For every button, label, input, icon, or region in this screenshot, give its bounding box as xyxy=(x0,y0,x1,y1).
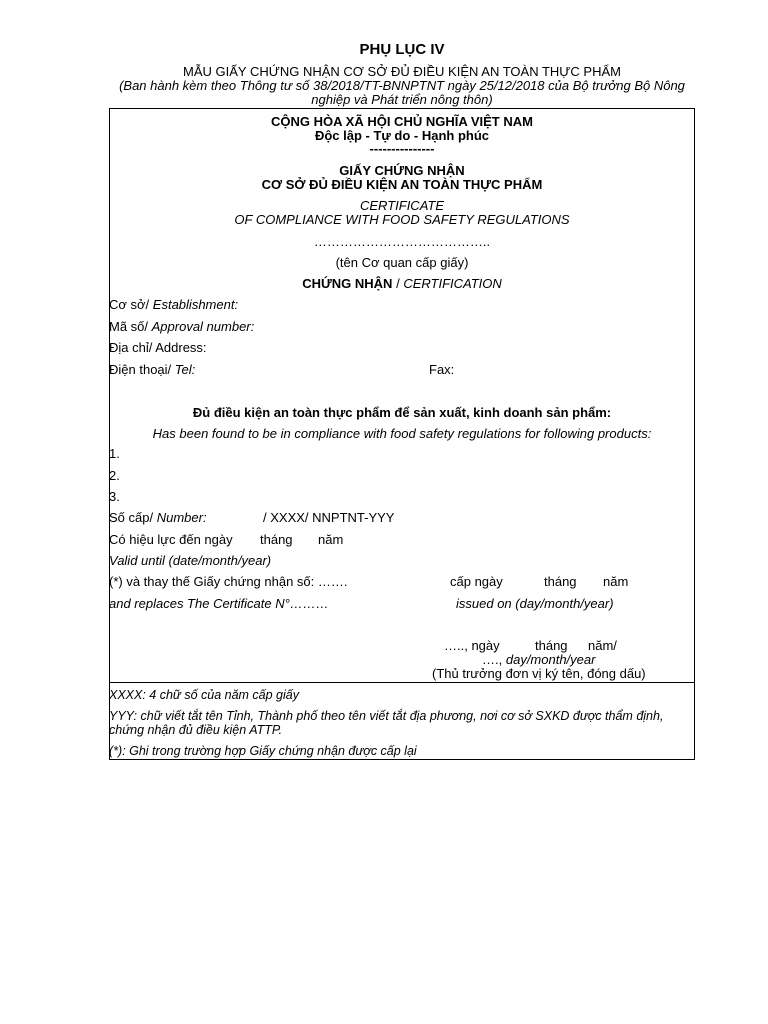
certificate-title-en-line-2: OF COMPLIANCE WITH FOOD SAFETY REGULATIONS xyxy=(234,212,570,227)
replacement-issued-label-en: issued on (day/month/year) xyxy=(456,596,614,611)
product-item-2: 2. xyxy=(109,468,120,483)
certificate-title-vi-line-2: CƠ SỞ ĐỦ ĐIỀU KIỆN AN TOÀN THỰC PHẨM xyxy=(261,177,543,192)
note-yyy-line-1: YYY: chữ viết tắt tên Tỉnh, Thành phố theo tên viết tắt địa phương, nơi cơ sở SXKD được thẩm định, xyxy=(109,709,664,723)
fax-field: Fax: xyxy=(429,362,455,377)
signature-caption: (Thủ trưởng đơn vị ký tên, đóng dấu) xyxy=(432,666,646,681)
signature-date-en xyxy=(482,652,595,667)
legal-basis-line-1: (Ban hành kèm theo Thông tư số 38/2018/TT-BNNPTNT ngày 25/12/2018 của Bộ trưởng Bộ Nông xyxy=(119,78,685,93)
issuer-blank: ………………………………….. xyxy=(313,234,491,249)
establishment-field xyxy=(109,297,238,312)
phone-label-en: Tel: xyxy=(174,362,196,377)
legal-basis-line-2: nghiệp và Phát triển nông thôn) xyxy=(311,92,493,107)
approval-number-label-en: Approval number: xyxy=(151,319,255,334)
signature-date-day: ….., ngày xyxy=(444,638,500,653)
signature-date-year: năm/ xyxy=(588,638,617,653)
note-xxxx: XXXX: 4 chữ số của năm cấp giấy xyxy=(109,688,299,702)
product-item-3: 3. xyxy=(109,489,120,504)
certificate-title-vi-line-1: GIẤY CHỨNG NHẬN xyxy=(339,163,465,178)
national-motto: Độc lập - Tự do - Hạnh phúc xyxy=(314,128,490,143)
certification-heading xyxy=(109,276,695,291)
replacement-issued-day-label: cấp ngày xyxy=(450,574,503,589)
note-reissue: (*): Ghi trong trường hợp Giấy chứng nhận được cấp lại xyxy=(109,744,417,758)
appendix-title: PHỤ LỤC IV xyxy=(359,41,445,58)
motto-separator: --------------- xyxy=(369,141,435,156)
establishment-label-en: Establishment: xyxy=(152,297,239,312)
replacement-month-label: tháng xyxy=(544,574,577,589)
phone-field xyxy=(109,362,195,377)
replacement-label-vi: (*) và thay thế Giấy chứng nhận số: ……. xyxy=(109,574,348,589)
products-statement-vi: Đủ điều kiện an toàn thực phẩm để sản xuất, kinh doanh sản phẩm: xyxy=(192,405,612,420)
approval-number-label-vi: Mã số/ xyxy=(109,319,149,334)
certification-separator: / xyxy=(396,276,400,291)
phone-label-vi: Điện thoại/ xyxy=(109,362,172,377)
address-field: Địa chỉ/ Address: xyxy=(109,340,207,355)
signature-date-en-format: day/month/year xyxy=(505,652,596,667)
form-title: MẪU GIẤY CHỨNG NHẬN CƠ SỞ ĐỦ ĐIỀU KIỆN AN TOÀN THỰC PHẨM xyxy=(183,64,621,79)
certificate-title-en-line-1: CERTIFICATE xyxy=(359,198,445,213)
products-statement-en: Has been found to be in compliance with food safety regulations for following products: xyxy=(152,426,652,441)
number-format: / XXXX/ NNPTNT-YYY xyxy=(263,510,395,525)
replacement-year-label: năm xyxy=(603,574,629,589)
signature-date-en-prefix: …., xyxy=(482,652,503,667)
validity-month-label: tháng xyxy=(260,532,293,547)
validity-year-label: năm xyxy=(318,532,344,547)
number-label-vi: Số cấp/ xyxy=(109,510,154,525)
replacement-label-en: and replaces The Certificate N°……… xyxy=(109,596,329,611)
country-name: CỘNG HÒA XÃ HỘI CHỦ NGHĨA VIỆT NAM xyxy=(271,114,533,129)
number-label-en: Number: xyxy=(156,510,207,525)
note-yyy-line-2: chứng nhận đủ điều kiện ATTP. xyxy=(109,723,283,737)
signature-date-month: tháng xyxy=(535,638,568,653)
validity-label-en: Valid until (date/month/year) xyxy=(109,553,272,568)
approval-number-field xyxy=(109,319,254,334)
certification-label-en: CERTIFICATION xyxy=(403,276,502,291)
validity-label-vi: Có hiệu lực đến ngày xyxy=(109,532,233,547)
notes-divider xyxy=(109,682,695,683)
product-item-1: 1. xyxy=(109,446,120,461)
certification-label-vi: CHỨNG NHẬN xyxy=(302,276,393,291)
number-field xyxy=(109,510,207,525)
issuer-caption: (tên Cơ quan cấp giấy) xyxy=(335,255,469,270)
establishment-label-vi: Cơ sở/ xyxy=(109,297,150,312)
